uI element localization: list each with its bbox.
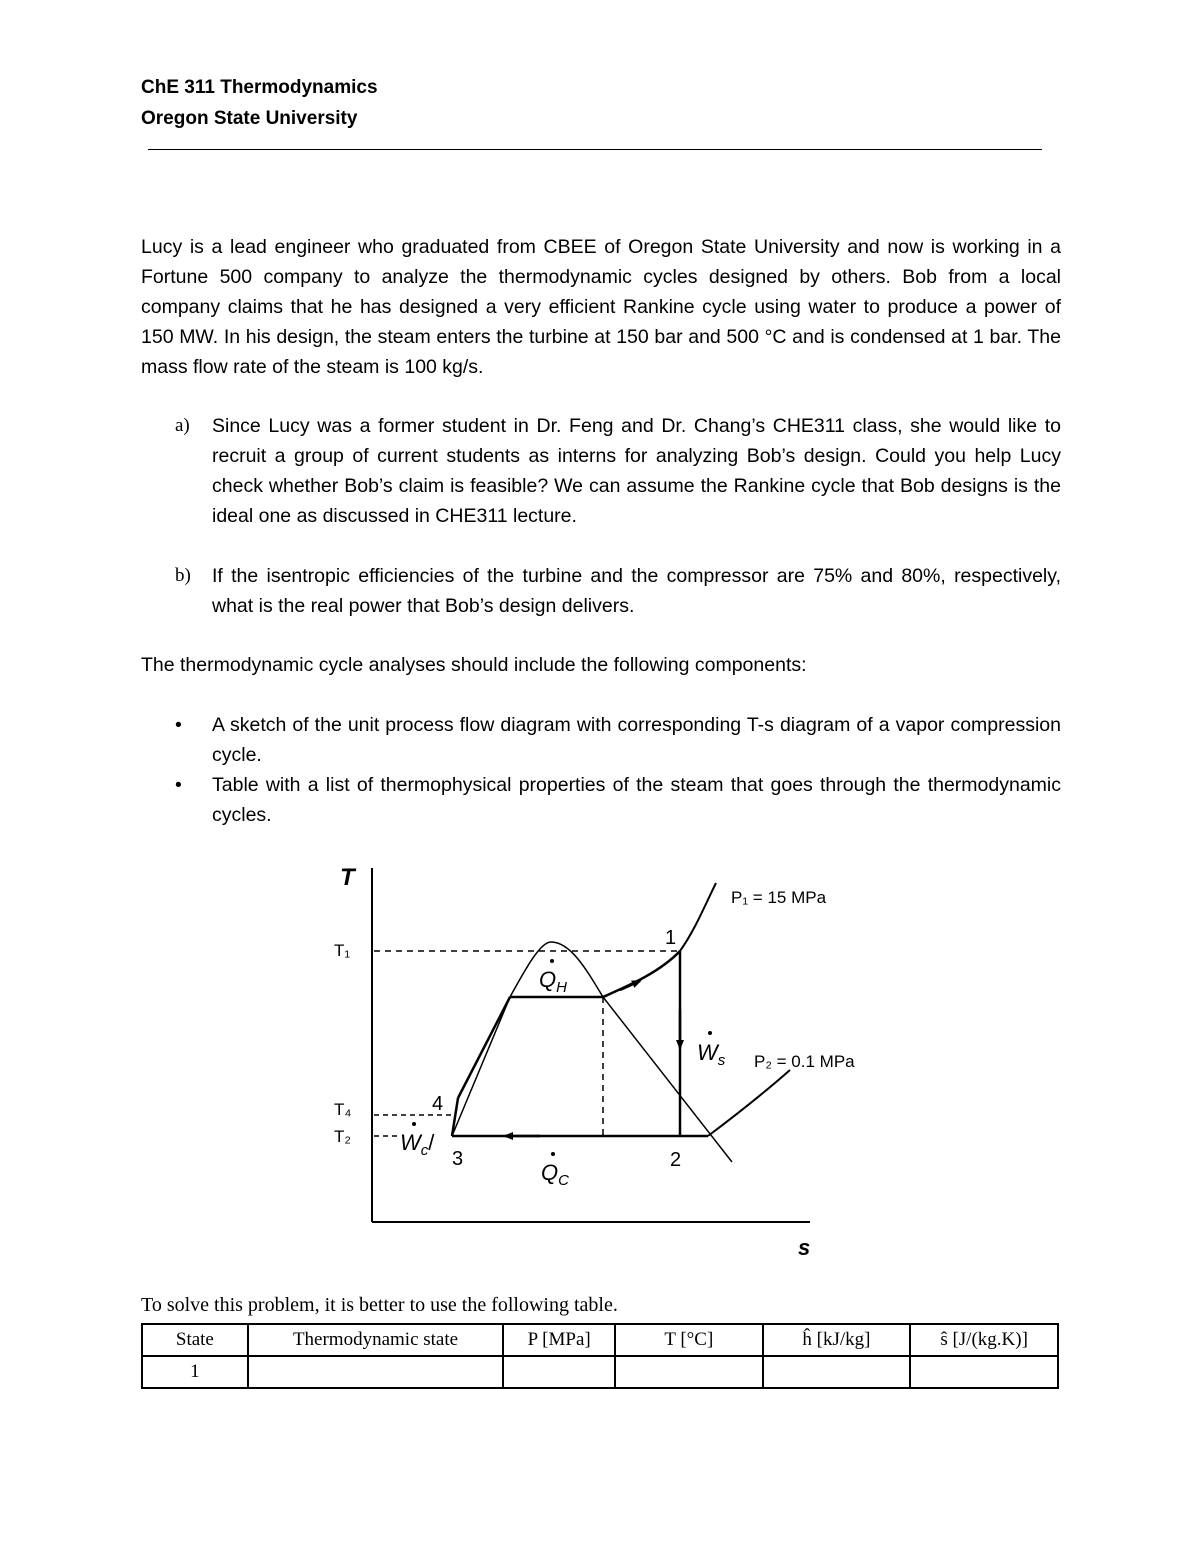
state-1-label: 1 [665,927,677,949]
isobar-p2 [708,1070,790,1136]
cell-enthalpy [763,1356,911,1388]
p2-label: P₂ = 0.1 MPa [754,1052,855,1071]
p1-label: P₁ = 15 MPa [731,888,827,907]
component-item [141,770,1061,830]
question-a [141,411,1061,531]
question-text: If the isentropic efficiencies of the turbine and the compressor are 75% and 80%, respectively, what is the real power that Bob’s design delivers. [212,565,1061,617]
wc-dot [412,1122,416,1126]
cell-temperature [615,1356,763,1388]
header-entropy: ŝ [J/(kg.K)] [910,1324,1058,1356]
header-temperature: T [°C] [615,1324,763,1356]
qh-dot [550,959,554,963]
cell-pressure [503,1356,615,1388]
superheat-arrow [620,981,640,990]
cell-thermodynamic-state [248,1356,504,1388]
header-thermodynamic-state: Thermodynamic state [248,1324,504,1356]
state-2-label: 2 [670,1149,682,1171]
course-title: ChE 311 Thermodynamics [141,77,378,98]
y-axis-label: T [340,864,355,891]
component-item [141,710,1061,770]
component-text: Table with a list of thermophysical properties of the steam that goes through the thermodynamic cycles. [212,774,1061,826]
t2-label: T₂ [334,1127,351,1146]
table-row [142,1356,1058,1388]
t1-label: T₁ [334,941,351,960]
state-3-label: 3 [452,1148,464,1170]
isobar-p1 [680,883,716,951]
bullet-icon: • [175,774,182,796]
superheat-line [603,951,680,997]
qc-dot [551,1152,555,1156]
question-marker: a) [175,415,190,436]
qh-label: $Q_H$ [539,967,567,996]
header-divider [148,149,1042,150]
bullet-icon: • [175,714,182,736]
problem-statement: Lucy is a lead engineer who graduated from CBEE of Oregon State University and now is working in a Fortune 500 company to analyze the thermodynamic cycles designed by others. Bob from a local company claims that he has designed a very efficient Rankine cycle using water to produce a power of 150 MW. In his design, the steam enters the turbine at 150 bar and 500 °C and is condensed at 1 bar. The mass flow rate of the steam is 100 kg/s. [141,236,1061,378]
wc-label: $W_c/$ [400,1130,435,1159]
component-text: A sketch of the unit process flow diagram with corresponding T-s diagram of a vapor compression cycle. [212,714,1061,766]
ws-label: $W_s$ [697,1040,726,1069]
question-text: Since Lucy was a former student in Dr. Feng and Dr. Chang’s CHE311 class, she would like to recruit a group of current students as interns for analyzing Bob’s design. Could you help Lucy check whether Bob’s claim is feasible? We can assume the Rankine cycle that Bob designs is the ideal one as discussed in CHE311 lecture. [212,415,1061,527]
saturation-dome [452,942,732,1162]
heating-line-liquid [458,997,510,1098]
university-name: Oregon State University [141,108,358,129]
x-axis-label: s [798,1235,811,1260]
t4-label: T₄ [334,1100,352,1119]
question-marker: b) [175,565,191,586]
components-intro: The thermodynamic cycle analyses should include the following components: [141,654,807,676]
header-state: State [142,1324,248,1356]
properties-table [141,1323,1059,1389]
header-pressure: P [MPa] [503,1324,615,1356]
document-header [141,72,378,134]
qc-label: $Q_C$ [541,1160,569,1189]
ws-dot [708,1031,712,1035]
cell-state: 1 [142,1356,248,1388]
table-header-row [142,1324,1058,1356]
header-enthalpy: ĥ [kJ/kg] [763,1324,911,1356]
ts-diagram [320,855,880,1265]
cell-entropy [910,1356,1058,1388]
question-b [141,561,1061,621]
table-caption: To solve this problem, it is better to use the following table. [141,1294,618,1316]
state-4-label: 4 [432,1093,444,1115]
